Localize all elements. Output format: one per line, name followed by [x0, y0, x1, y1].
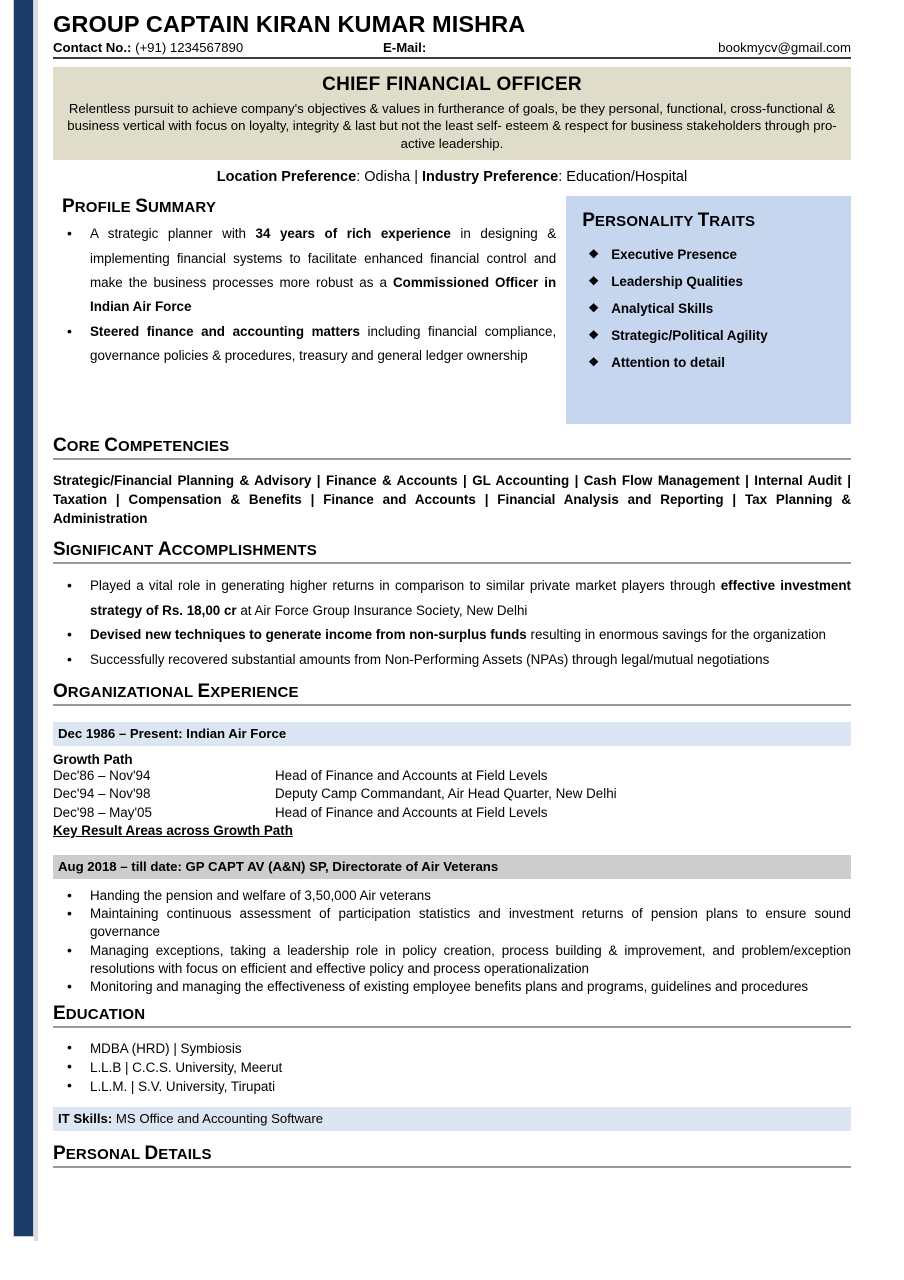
- contact-phone-label: Contact No.:: [53, 40, 132, 56]
- core-competencies-text: Strategic/Financial Planning & Advisory | Finance & Accounts | GL Accounting | Cash Flow Management | Internal Audit | Taxation | Compensation & Benefits | Finance and Accounts | Financial Analysis and Reporting | Tax Planning & Administration: [53, 473, 851, 527]
- responsibility-item: • Handing the pension and welfare of 3,50,000 Air veterans: [53, 887, 851, 905]
- growth-path-role: Head of Finance and Accounts at Field Levels: [275, 768, 548, 784]
- it-skills-value: MS Office and Accounting Software: [112, 1111, 324, 1127]
- education-item: • L.L.B | C.C.S. University, Meerut: [53, 1058, 851, 1077]
- role-bar: Aug 2018 – till date: GP CAPT AV (A&N) SP, Directorate of Air Veterans: [53, 855, 851, 879]
- bullet-text: in designing & implementing financial systems to facilitate enhanced financial control and make the business processes more robust as a: [90, 226, 557, 291]
- significant-accomplishments-list: [53, 566, 851, 672]
- personality-traits-heading: PERSONALITY TRAITS: [582, 210, 756, 232]
- organizational-experience-heading: ORGANIZATIONAL EXPERIENCE: [53, 681, 851, 706]
- resume-content: [53, 0, 851, 1170]
- bullet-emphasis: Steered finance and accounting matters: [90, 323, 360, 339]
- bullet-emphasis: 34 years of rich experience: [255, 226, 451, 242]
- personality-traits-box: [566, 196, 851, 424]
- location-preference-label: Location Preference: [216, 169, 357, 186]
- education-section: [53, 1003, 851, 1096]
- responsibility-item: • Managing exceptions, taking a leadership role in policy creation, process building & improvement, and problem/exception resolutions with focus on efficient and effective policy and process operationalization: [53, 942, 851, 978]
- responsibility-item: • Monitoring and managing the effectiveness of existing employee benefits plans and programs, guidelines and procedures: [53, 978, 851, 996]
- core-competencies-heading: CORE COMPETENCIES: [53, 435, 851, 460]
- personal-details-heading: PERSONAL DETAILS: [53, 1143, 851, 1168]
- growth-path-row: [53, 785, 851, 803]
- left-accent-stripe: [13, 0, 34, 1237]
- profile-traits-columns: [53, 196, 851, 424]
- contact-email-label: E-Mail:: [383, 40, 427, 56]
- personality-trait-item: ❖ Strategic/Political Agility: [576, 323, 845, 350]
- profile-summary-heading: PROFILE SUMMARY: [62, 196, 217, 218]
- it-skills-label: IT Skills:: [58, 1111, 113, 1127]
- growth-path-row: [53, 804, 851, 822]
- responsibility-item: • Maintaining continuous assessment of participation statistics and investment returns of pension plans to ensure sound governance: [53, 905, 851, 941]
- industry-preference-value: : Education/Hospital: [558, 169, 688, 186]
- bullet-text: Played a vital role in generating higher returns in comparison to similar private market players through: [90, 578, 721, 594]
- accomplishment-item: [53, 648, 851, 672]
- bullet-text: including financial compliance, governance policies & procedures, treasury and general ledger ownership: [90, 323, 557, 364]
- bullet-text: resulting in enormous savings for the organization: [526, 627, 826, 643]
- key-result-areas-label: Key Result Areas across Growth Path: [53, 822, 293, 838]
- contact-email-value[interactable]: bookmycv@gmail.com: [718, 40, 851, 56]
- personality-traits-section: [566, 196, 851, 424]
- growth-path-table: [53, 767, 851, 822]
- profile-summary-list: [53, 222, 556, 368]
- designation-summary: Relentless pursuit to achieve company's objectives & values in furtherance of goals, be they personal, functional, cross-functional & business vertical with focus on loyalty, integrity & last but not the least self- esteem & respect for business stakeholders through pro-active leadership.: [67, 101, 837, 151]
- education-item: • L.L.M. | S.V. University, Tirupati: [53, 1077, 851, 1096]
- location-preference-value: : Odisha |: [356, 169, 423, 186]
- contact-phone-value: (+91) 1234567890: [135, 40, 244, 56]
- core-competencies-section: [53, 435, 851, 528]
- bullet-emphasis: Commissioned Officer in Indian Air Force: [90, 275, 557, 315]
- significant-accomplishments-heading: SIGNIFICANT ACCOMPLISHMENTS: [53, 539, 851, 564]
- accomplishment-item: [53, 574, 851, 623]
- personality-trait-item: ❖ Analytical Skills: [576, 296, 845, 323]
- profile-summary-section: [53, 196, 566, 368]
- personality-trait-item: ❖ Executive Presence: [576, 242, 845, 269]
- role-responsibilities-list: [53, 879, 851, 996]
- organizational-experience-section: [53, 681, 851, 996]
- accomplishment-item: [53, 623, 851, 647]
- bullet-emphasis: effective investment strategy of Rs. 18,00 cr: [90, 578, 851, 618]
- preferences-line: [53, 160, 851, 189]
- bullet-text: at Air Force Group Insurance Society, New Delhi: [236, 602, 528, 618]
- growth-path-period: Dec'86 – Nov'94: [53, 768, 151, 784]
- personality-trait-item: ❖ Leadership Qualities: [576, 269, 845, 296]
- candidate-name: GROUP CAPTAIN KIRAN KUMAR MISHRA: [53, 11, 526, 37]
- growth-path-role: Deputy Camp Commandant, Air Head Quarter, New Delhi: [275, 786, 617, 802]
- bullet-text: A strategic planner with: [90, 226, 256, 242]
- education-heading: EDUCATION: [53, 1003, 851, 1028]
- profile-summary-item: [53, 320, 556, 369]
- education-item: • MDBA (HRD) | Symbiosis: [53, 1039, 851, 1058]
- it-skills-bar: [53, 1107, 851, 1131]
- personal-details-section: [53, 1143, 851, 1168]
- personality-traits-list: [576, 242, 845, 376]
- profile-summary-item: [53, 222, 556, 320]
- growth-path-role: Head of Finance and Accounts at Field Levels: [275, 804, 548, 820]
- growth-path-period: Dec'98 – May'05: [53, 804, 152, 820]
- left-accent-stripe-shadow: [34, 0, 38, 1241]
- growth-path-period: Dec'94 – Nov'98: [53, 786, 151, 802]
- designation-banner: [53, 67, 851, 160]
- growth-path-label: Growth Path: [53, 752, 133, 768]
- contact-phone: [53, 40, 383, 55]
- bullet-text: Successfully recovered substantial amounts from Non-Performing Assets (NPAs) through legal/mutual negotiations: [90, 651, 770, 667]
- employer-bar: Dec 1986 – Present: Indian Air Force: [53, 722, 851, 746]
- contact-email-label-cell: [383, 40, 683, 55]
- industry-preference-label: Industry Preference: [422, 169, 559, 186]
- growth-path-row: [53, 767, 851, 785]
- designation-title: CHIEF FINANCIAL OFFICER: [322, 74, 582, 96]
- significant-accomplishments-section: [53, 539, 851, 672]
- it-skills-row: [53, 1107, 851, 1131]
- bullet-emphasis: Devised new techniques to generate income from non-surplus funds: [90, 627, 527, 643]
- contact-row: [53, 37, 851, 59]
- personality-trait-item: ❖ Attention to detail: [576, 350, 845, 377]
- education-list: [53, 1030, 851, 1096]
